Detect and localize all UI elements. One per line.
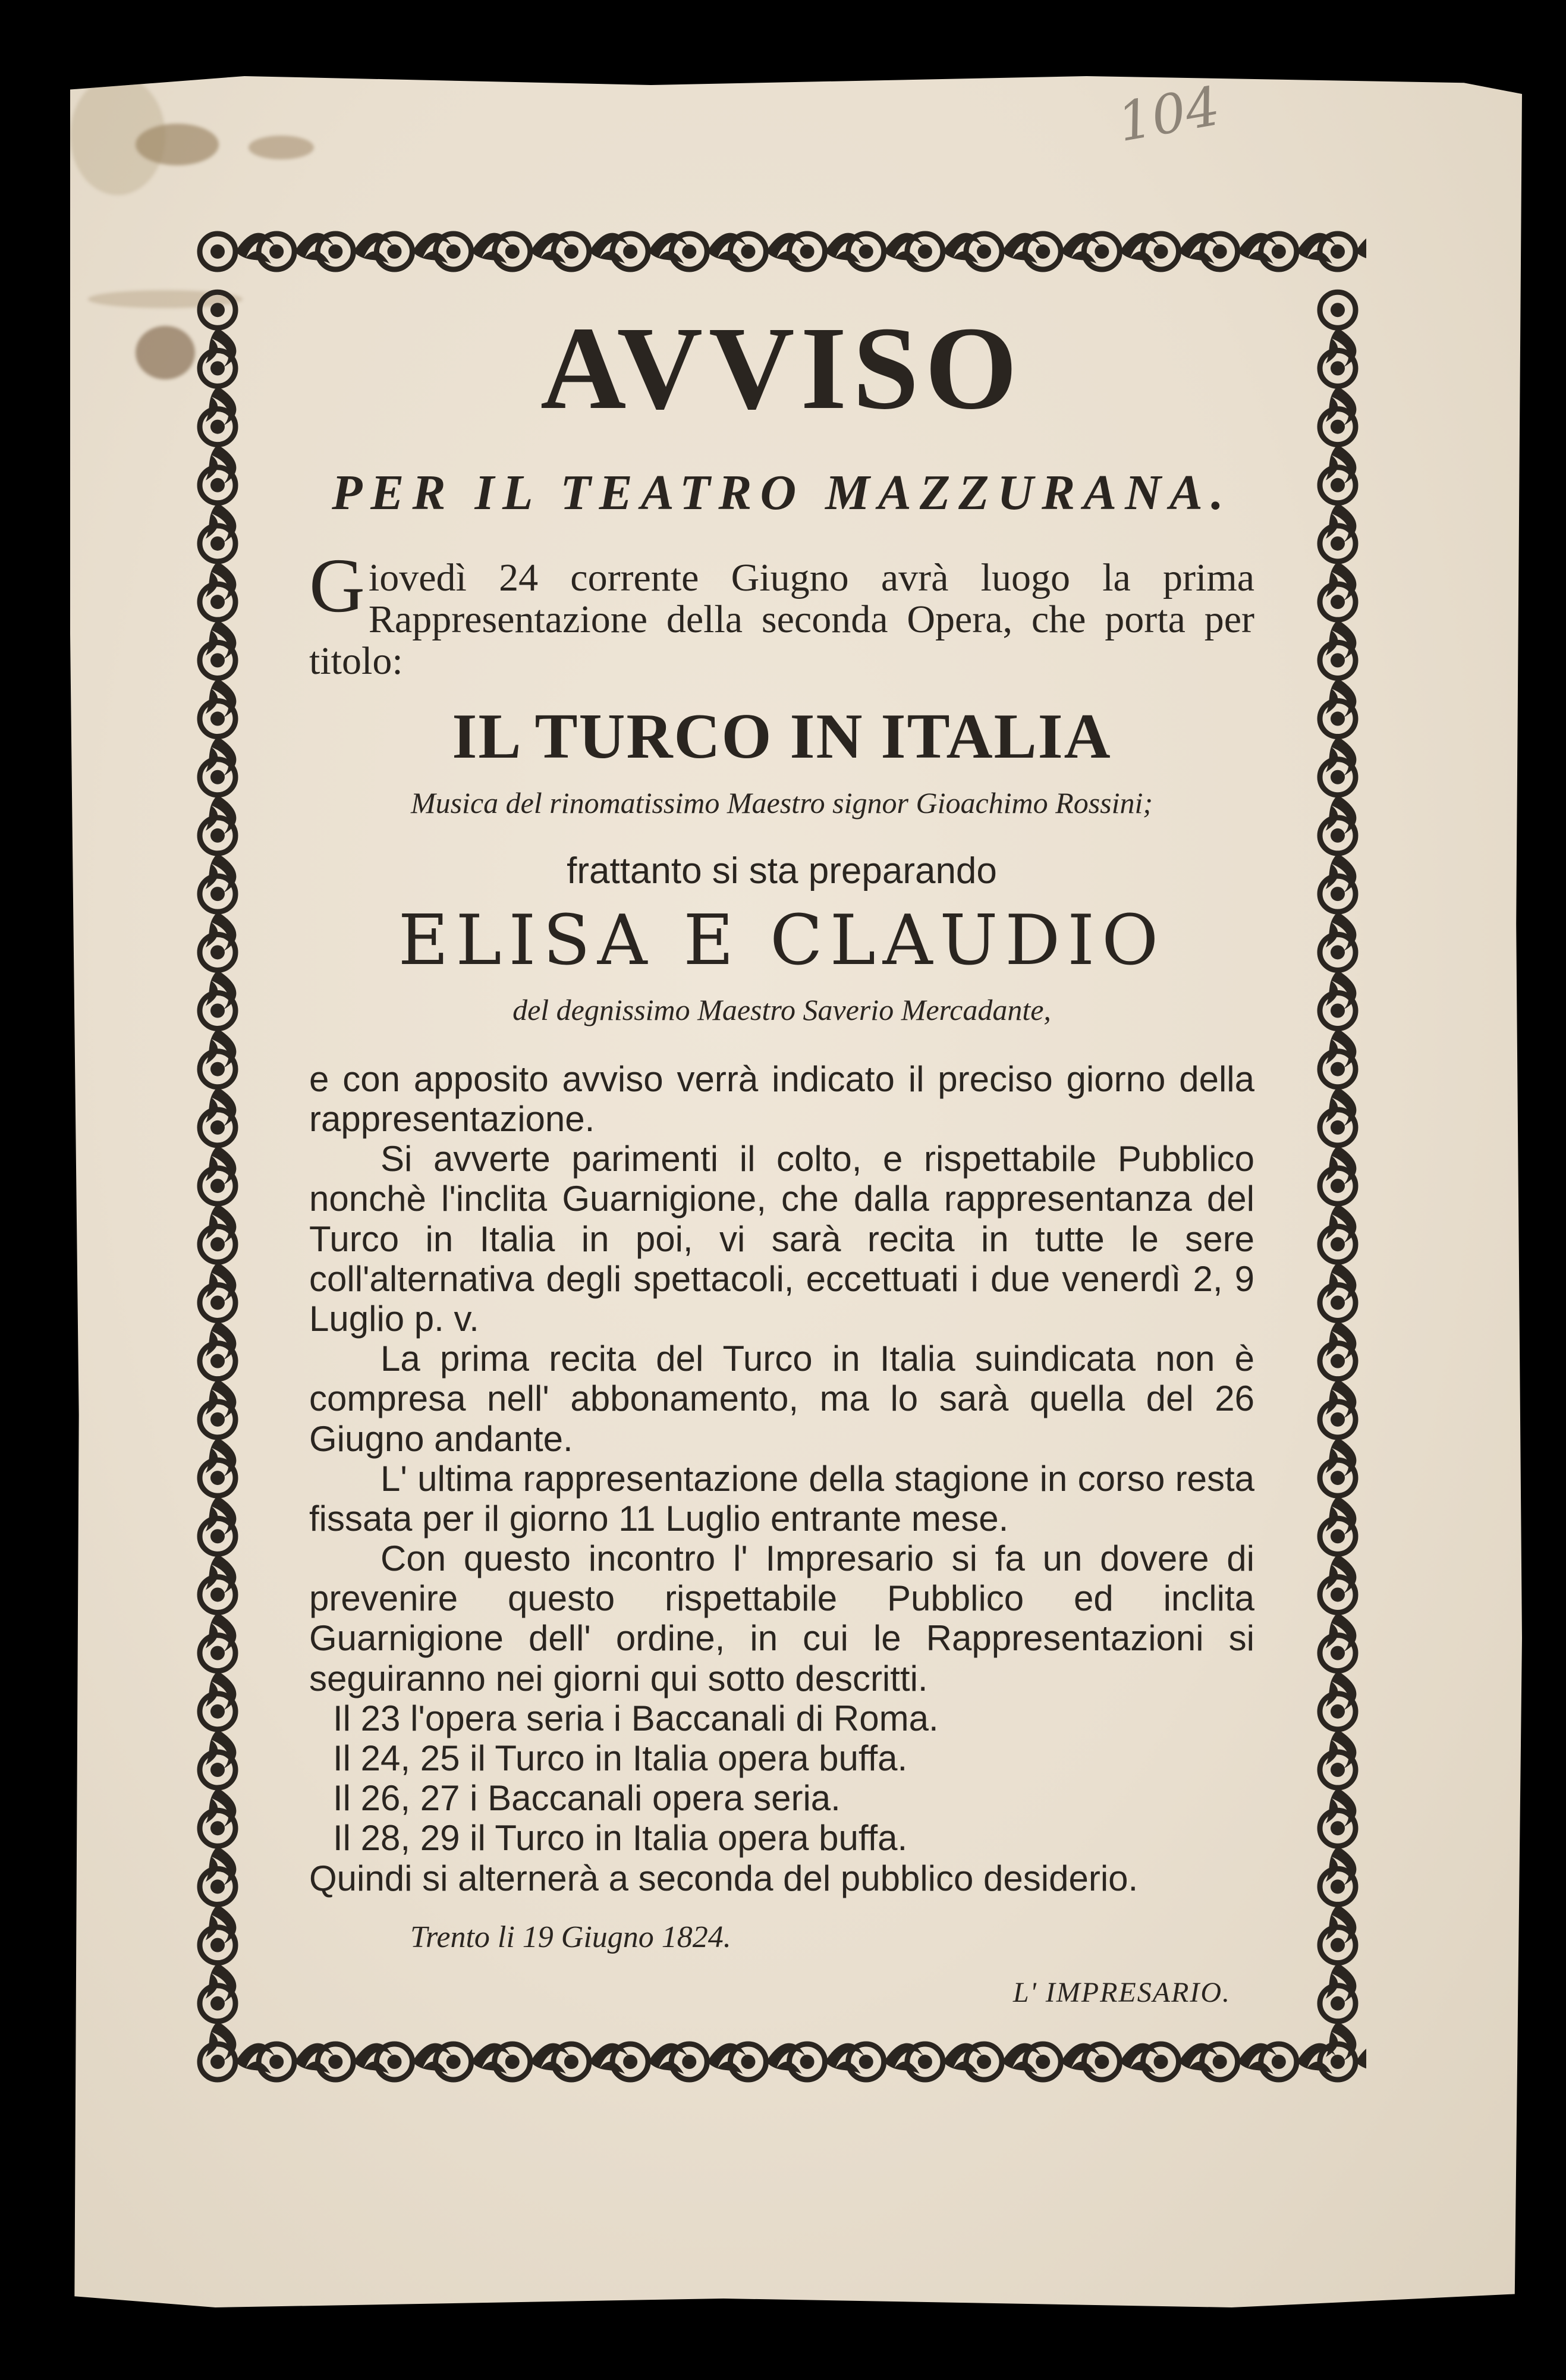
poster-subtitle: PER IL TEATRO MAZZURANA.: [332, 465, 1232, 520]
drop-cap: G: [309, 543, 365, 629]
poster-title: AVVISO: [540, 303, 1024, 434]
pencil-annotation: 104: [1113, 74, 1225, 155]
transition-text: frattanto si sta preparando: [567, 850, 997, 891]
border-ornament: [1320, 2043, 1366, 2080]
composer-mercadante: del degnissimo Maestro Saverio Mercadante,: [512, 993, 1051, 1026]
opera-title-turco: IL TURCO IN ITALIA: [452, 701, 1112, 772]
schedule-item: Il 28, 29 il Turco in Italia opera buffa.: [333, 1818, 908, 1858]
intro-paragraph: [309, 543, 1254, 683]
water-stain: [70, 76, 165, 195]
notice-body: [309, 1059, 1254, 1898]
schedule-list: [333, 1698, 1254, 1858]
date-place: Trento li 19 Giugno 1824.: [410, 1920, 731, 1954]
ink-stain: [249, 136, 314, 159]
schedule-item: Il 24, 25 il Turco in Italia opera buffa.: [333, 1738, 908, 1779]
ink-stain: [136, 326, 195, 379]
paragraph-5: Con questo incontro l' Impresario si fa un dovere di prevenire questo rispettabile Pubblico ed inclita Guarnigione dell' ordine, in cui le Rappresentazioni si seguiranno nei giorni qui sotto descritti.: [309, 1538, 1254, 1698]
signature: L' IMPRESARIO.: [1012, 1976, 1231, 2008]
closing-line: Quindi si alternerà a seconda del pubblico desiderio.: [309, 1858, 1139, 1898]
paragraph-1: e con apposito avviso verrà indicato il preciso giorno della rappresentazione.: [309, 1059, 1254, 1139]
border-ornament: [1320, 233, 1366, 269]
paragraph-2: Si avverte parimenti il colto, e rispettabile Pubblico nonchè l'inclita Guarnigione, che dalla rappresentanza del Turco in Italia in poi, vi sarà recita in tutte le sere coll'alternativa degli spettacoli, eccettuati i due venerdì 2, 9 Luglio p. v.: [309, 1139, 1254, 1339]
paragraph-4: L' ultima rappresentazione della stagione in corso resta fissata per il giorno 11 Luglio entrante mese.: [309, 1458, 1254, 1538]
schedule-item: Il 23 l'opera seria i Baccanali di Roma.: [333, 1698, 939, 1738]
intro-text: iovedì 24 corrente Giugno avrà luogo la prima Rappresentazione della seconda Opera, che porta per titolo:: [309, 556, 1254, 683]
composer-rossini: Musica del rinomatissimo Maestro signor Gioachimo Rossini;: [410, 786, 1153, 820]
poster-content: [309, 303, 1254, 2009]
opera-title-elisa: ELISA E CLAUDIO: [398, 900, 1166, 981]
paragraph-3: La prima recita del Turco in Italia suindicata non è compresa nell' abbonamento, ma lo sarà quella del 26 Giugno andante.: [309, 1339, 1254, 1459]
schedule-item: Il 26, 27 i Baccanali opera seria.: [333, 1778, 841, 1819]
